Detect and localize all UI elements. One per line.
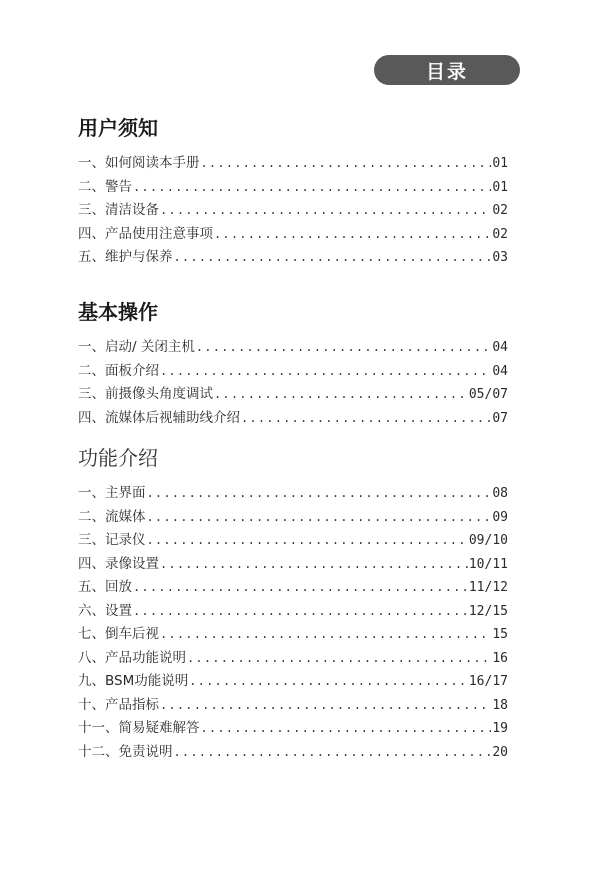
leader-dots bbox=[160, 698, 491, 712]
toc-entry-page: 15 bbox=[492, 627, 508, 642]
leader-dots bbox=[133, 180, 491, 194]
toc-entry[interactable] bbox=[78, 359, 508, 383]
toc-entry-label: 一、如何阅读本手册 bbox=[78, 155, 200, 171]
leader-dots bbox=[189, 674, 468, 688]
toc-entry-label: 二、警告 bbox=[78, 178, 132, 195]
section-feature-intro bbox=[78, 444, 508, 763]
leader-dots bbox=[174, 745, 492, 759]
toc-entry-label: 三、前摄像头角度调试 bbox=[78, 386, 213, 402]
toc-entry[interactable] bbox=[78, 575, 508, 599]
toc-entry-page: 19 bbox=[492, 721, 508, 736]
toc-list bbox=[78, 481, 508, 763]
toc-entry[interactable] bbox=[78, 481, 508, 505]
toc-entry-label: 七、倒车后视 bbox=[78, 626, 159, 642]
toc-entry-label: 二、流媒体 bbox=[78, 508, 146, 525]
toc-entry-label: 四、流媒体后视辅助线介绍 bbox=[78, 409, 240, 426]
leader-dots bbox=[174, 250, 492, 264]
toc-entry[interactable] bbox=[78, 552, 508, 576]
toc-entry-label: 十、产品指标 bbox=[78, 696, 159, 713]
leader-dots bbox=[160, 203, 491, 217]
toc-list bbox=[78, 151, 508, 269]
toc-entry-page: 09 bbox=[492, 509, 508, 525]
toc-entry-label: 五、回放 bbox=[78, 579, 132, 595]
toc-entry[interactable] bbox=[78, 245, 508, 269]
toc-entry-page: 05/07 bbox=[468, 387, 508, 402]
toc-entry-page: 03 bbox=[492, 250, 508, 265]
toc-entry[interactable] bbox=[78, 406, 508, 430]
leader-dots bbox=[147, 510, 492, 524]
leader-dots bbox=[147, 486, 492, 500]
toc-entry-page: 01 bbox=[492, 179, 508, 195]
toc-entry-page: 20 bbox=[492, 744, 508, 760]
section-title: 基本操作 bbox=[78, 300, 158, 324]
toc-entry-page: 02 bbox=[492, 226, 508, 242]
leader-dots bbox=[214, 227, 491, 241]
toc-entry[interactable] bbox=[78, 382, 508, 406]
toc-entry-page: 16 bbox=[492, 650, 508, 666]
leader-dots bbox=[187, 651, 491, 665]
section-user-notice bbox=[78, 114, 508, 269]
toc-entry-label: 四、产品使用注意事项 bbox=[78, 225, 213, 242]
toc-entry[interactable] bbox=[78, 693, 508, 717]
toc-entry[interactable] bbox=[78, 198, 508, 222]
leader-dots bbox=[241, 411, 491, 425]
section-title: 用户须知 bbox=[78, 116, 158, 140]
leader-dots bbox=[201, 721, 492, 735]
leader-dots bbox=[201, 156, 492, 170]
toc-entry-page: 11/12 bbox=[468, 580, 508, 595]
toc-entry[interactable] bbox=[78, 622, 508, 646]
leader-dots bbox=[160, 557, 468, 571]
toc-entry[interactable] bbox=[78, 669, 508, 693]
leader-dots bbox=[133, 604, 468, 618]
toc-entry-page: 18 bbox=[492, 697, 508, 713]
toc-list bbox=[78, 335, 508, 429]
toc-entry[interactable] bbox=[78, 222, 508, 246]
toc-entry-label: 十二、免责说明 bbox=[78, 743, 173, 760]
leader-dots bbox=[160, 627, 491, 641]
toc-entry-label: 三、记录仪 bbox=[78, 532, 146, 548]
toc-entry[interactable] bbox=[78, 716, 508, 740]
toc-entry-label: 二、面板介绍 bbox=[78, 362, 159, 379]
toc-entry-label: 十一、简易疑难解答 bbox=[78, 720, 200, 736]
toc-entry-page: 12/15 bbox=[468, 603, 508, 619]
toc-title-badge: 目录 bbox=[374, 55, 520, 85]
toc-entry[interactable] bbox=[78, 740, 508, 764]
leader-dots bbox=[147, 533, 468, 547]
toc-entry[interactable] bbox=[78, 175, 508, 199]
toc-entry-page: 04 bbox=[492, 340, 508, 355]
toc-entry[interactable] bbox=[78, 151, 508, 175]
toc-entry-page: 16/17 bbox=[468, 674, 508, 689]
toc-entry-page: 09/10 bbox=[468, 533, 508, 548]
toc-entry-page: 10/11 bbox=[468, 556, 508, 572]
section-basic-operation bbox=[78, 298, 508, 429]
toc-entry[interactable] bbox=[78, 528, 508, 552]
toc-entry-page: 02 bbox=[492, 203, 508, 218]
section-title: 功能介绍 bbox=[78, 446, 158, 470]
toc-entry-label: 九、BSM功能说明 bbox=[78, 673, 189, 689]
toc-entry-label: 三、清洁设备 bbox=[78, 202, 159, 218]
toc-entry[interactable] bbox=[78, 335, 508, 359]
toc-entry-page: 08 bbox=[492, 486, 508, 501]
toc-entry-page: 01 bbox=[492, 156, 508, 171]
toc-entry-label: 四、录像设置 bbox=[78, 555, 159, 572]
leader-dots bbox=[196, 340, 492, 354]
leader-dots bbox=[214, 387, 468, 401]
toc-entry-label: 一、主界面 bbox=[78, 485, 146, 501]
toc-entry-page: 07 bbox=[492, 410, 508, 426]
toc-entry[interactable] bbox=[78, 505, 508, 529]
toc-entry-label: 五、维护与保养 bbox=[78, 249, 173, 265]
toc-entry-label: 一、启动/ 关闭主机 bbox=[78, 339, 195, 355]
toc-entry[interactable] bbox=[78, 646, 508, 670]
toc-entry-label: 八、产品功能说明 bbox=[78, 649, 186, 666]
toc-entry-label: 六、设置 bbox=[78, 602, 132, 619]
toc-entry[interactable] bbox=[78, 599, 508, 623]
toc-entry-page: 04 bbox=[492, 363, 508, 379]
leader-dots bbox=[133, 580, 468, 594]
leader-dots bbox=[160, 364, 491, 378]
